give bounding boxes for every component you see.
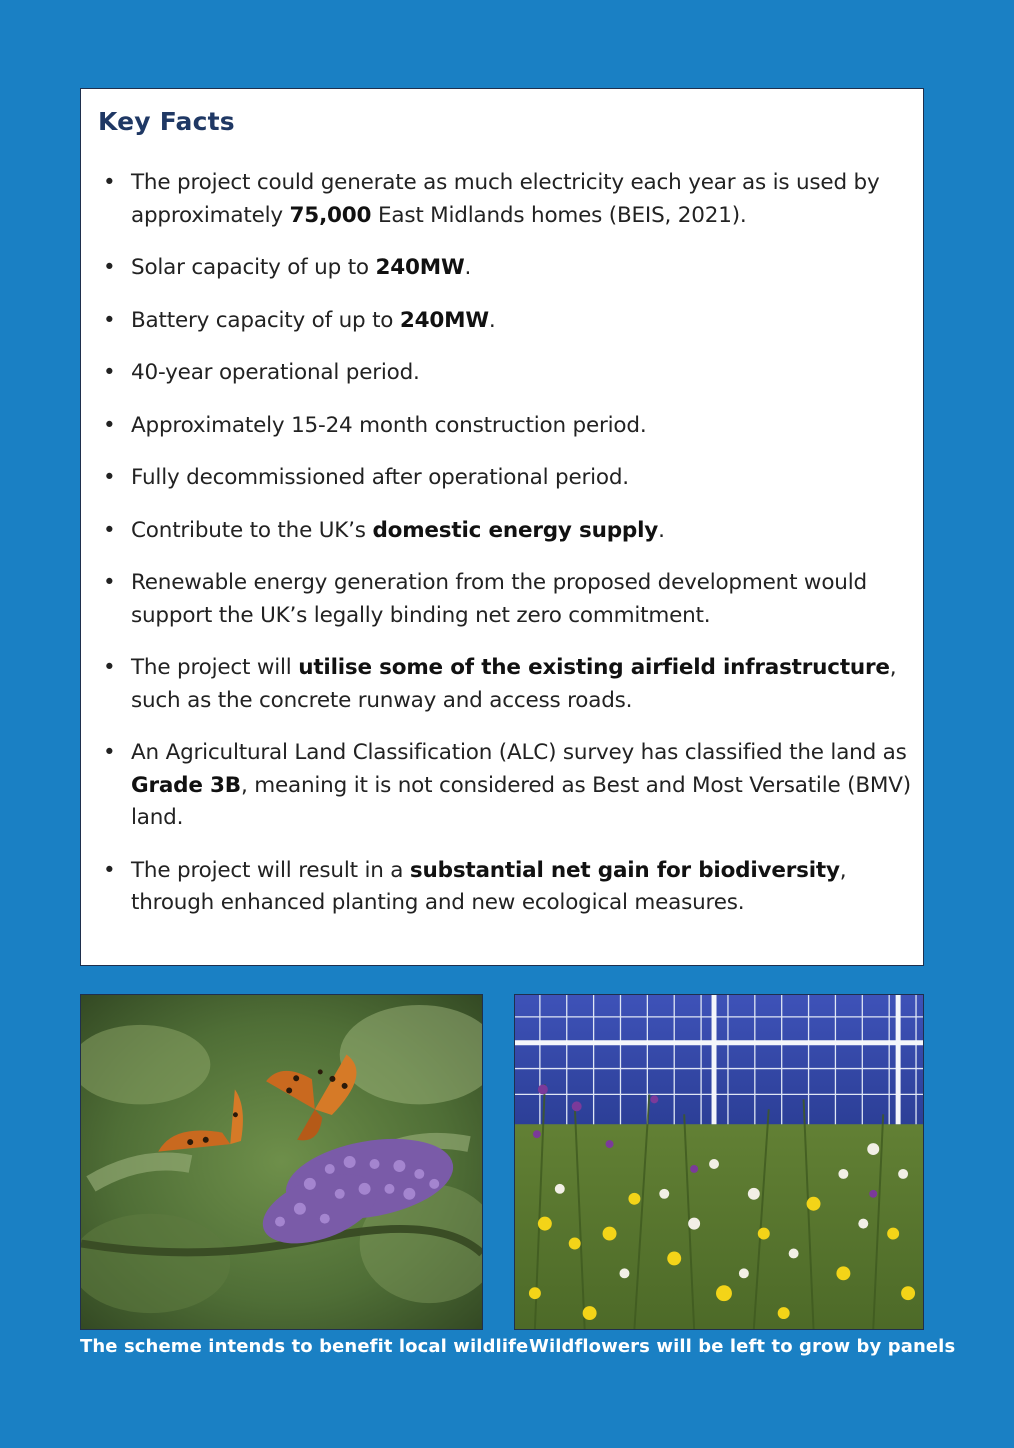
key-fact-text: Approximately 15-24 month construction period. [131,412,647,438]
key-fact-text: Contribute to the UK’s [131,517,373,543]
key-fact-item [103,357,923,390]
key-fact-item [103,305,923,338]
wildflower-solar-photo [514,994,924,1330]
key-fact-highlight: 75,000 [289,202,372,228]
key-fact-item [103,410,923,443]
key-fact-highlight: 240MW [399,307,489,333]
key-fact-highlight: utilise some of the existing airfield infrastructure [298,655,890,680]
key-fact-highlight: substantial net gain for biodiversity [409,857,840,883]
key-fact-text: Renewable energy generation from the proposed development would support the UK’s legally binding net zero commitment. [131,570,867,628]
key-fact-text: 40-year operational period. [131,360,420,385]
key-fact-text: The project will result in a [131,857,410,883]
key-fact-text: , such as the concrete runway and access roads. [131,655,897,713]
bullet-icon: • [103,307,116,333]
key-fact-highlight: Grade 3B [131,772,241,798]
key-fact-item [103,567,923,632]
key-fact-text: , meaning it is not considered as Best and Most Versatile (BMV) land. [131,772,911,830]
key-fact-text: . [658,517,665,543]
key-fact-item [103,652,923,717]
key-fact-highlight: 240MW [375,255,465,280]
key-facts-list [103,167,923,940]
key-fact-text: Battery capacity of up to [131,307,400,333]
wildflower-photo-caption: Wildflowers will be left to grow by panels [529,1336,956,1357]
bullet-icon: • [103,517,116,543]
key-fact-item [103,855,923,920]
bullet-icon: • [103,570,116,595]
bullet-icon: • [103,170,116,195]
key-fact-text: Fully decommissioned after operational period. [131,465,629,490]
bullet-icon: • [103,360,116,385]
key-fact-text: East Midlands homes (BEIS, 2021). [371,202,747,228]
key-fact-text: Solar capacity of up to [131,255,376,280]
wildflower-solar-photo-image [515,995,923,1329]
butterfly-photo [80,994,483,1330]
key-fact-text: , through enhanced planting and new ecological measures. [131,857,847,915]
butterfly-photo-image [81,995,482,1329]
key-fact-text: . [464,255,472,280]
bullet-icon: • [103,857,116,883]
key-fact-item [103,515,923,548]
key-fact-text: . [488,307,496,333]
key-fact-item [103,737,923,835]
key-fact-item [103,167,923,232]
key-fact-item [103,252,923,285]
bullet-icon: • [103,255,116,280]
bullet-icon: • [103,740,116,765]
key-fact-text: The project could generate as much electricity each year as is used by approximately [131,170,880,228]
bullet-icon: • [103,465,116,490]
key-facts-title: Key Facts [98,107,235,136]
key-facts-box [80,88,924,966]
bullet-icon: • [103,412,116,438]
butterfly-photo-caption: The scheme intends to benefit local wildlife [80,1336,529,1357]
key-fact-item [103,462,923,495]
bullet-icon: • [103,655,116,680]
key-fact-highlight: domestic energy supply [372,517,659,543]
key-fact-text: An Agricultural Land Classification (ALC) survey has classified the land as [131,740,907,765]
key-fact-text: The project will [131,655,299,680]
